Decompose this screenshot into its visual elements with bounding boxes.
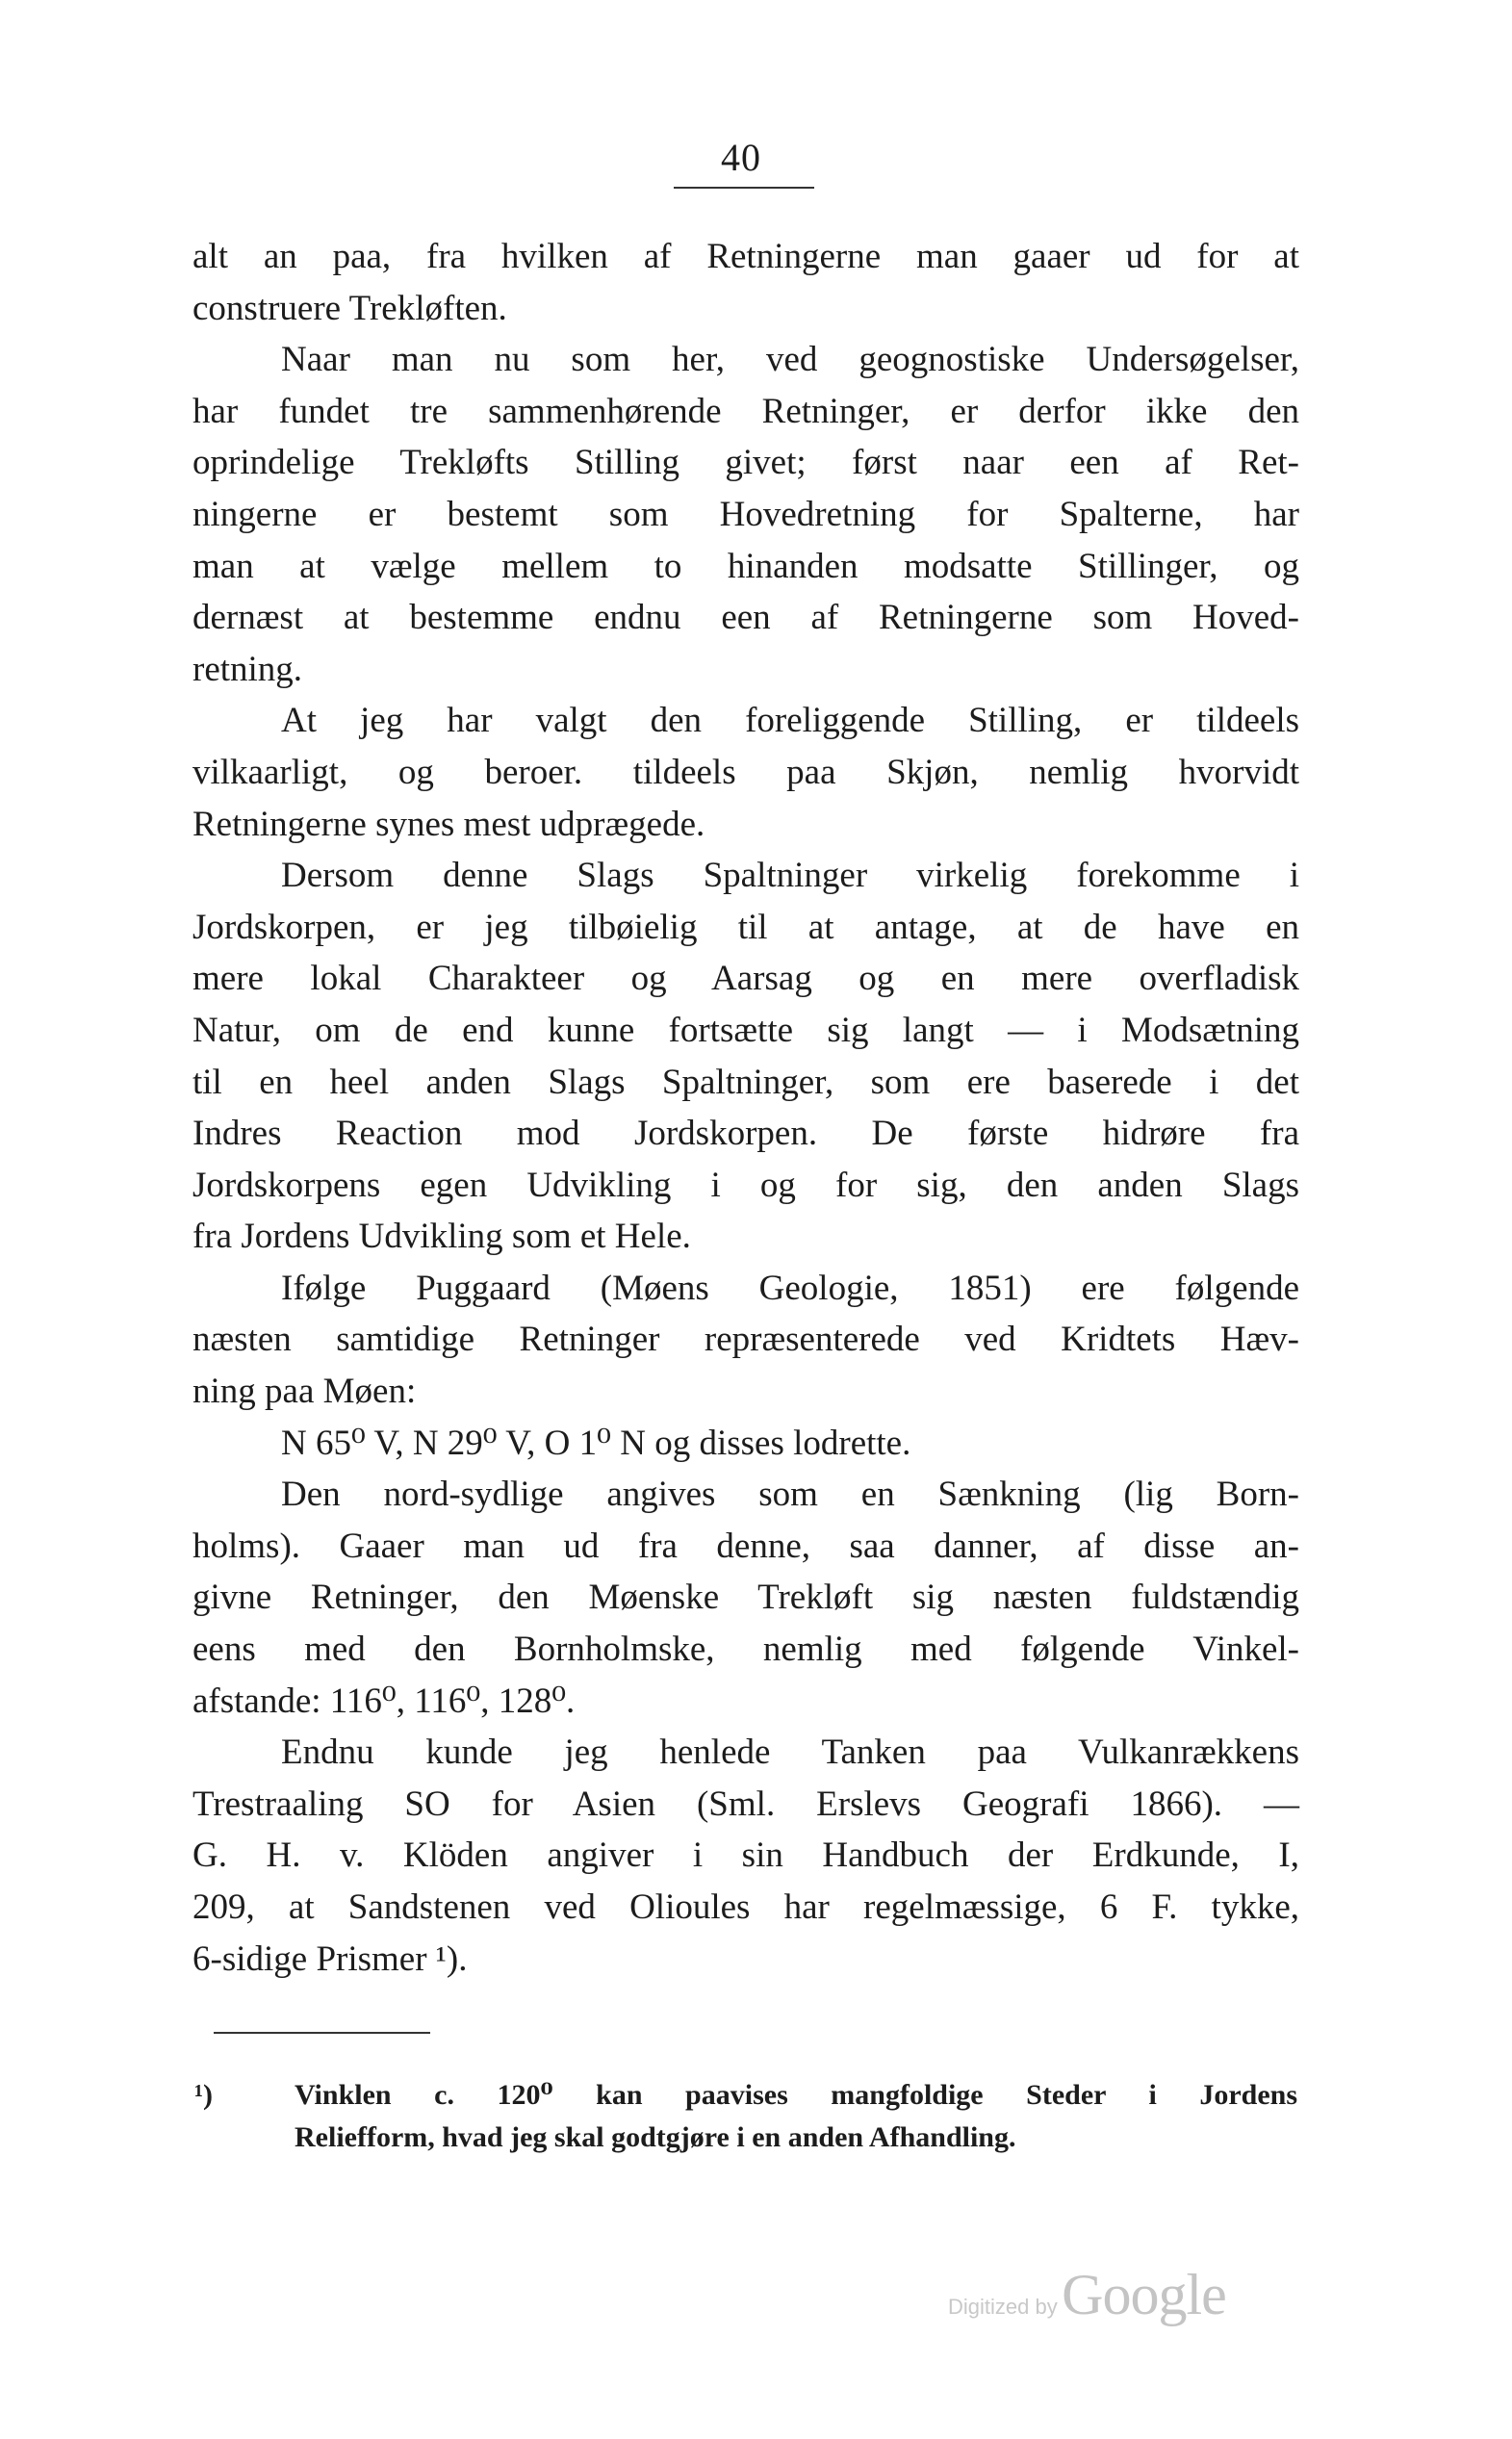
text-line: afstande: 116⁰, 116⁰, 128⁰. bbox=[192, 1681, 576, 1721]
text-line: Ifølge Puggaard (Møens Geologie, 1851) ere følgende bbox=[281, 1268, 1299, 1308]
text-line: ningerne er bestemt som Hovedretning for Spalterne, har bbox=[192, 494, 1299, 534]
digitized-watermark bbox=[948, 2262, 1226, 2328]
text-line: Jordskorpen, er jeg tilbøielig til at antage, at de have en bbox=[192, 907, 1299, 947]
watermark-prefix: Digitized by bbox=[948, 2295, 1058, 2319]
footnotes bbox=[194, 2074, 1297, 2159]
text-line: 6-sidige Prismer ¹). bbox=[192, 1938, 468, 1979]
text-line: til en heel anden Slags Spaltninger, som ere baserede i det bbox=[192, 1062, 1299, 1102]
text-line: ning paa Møen: bbox=[192, 1372, 417, 1412]
text-line: holms). Gaaer man ud fra denne, saa danner, af disse an- bbox=[192, 1526, 1299, 1566]
text-line: construere Trekløften. bbox=[192, 288, 507, 328]
text-line: eens med den Bornholmske, nemlig med følgende Vinkel- bbox=[192, 1630, 1299, 1670]
text-line: givne Retninger, den Møenske Trekløft sig næsten fuldstændig bbox=[192, 1578, 1299, 1618]
text-line: næsten samtidige Retninger repræsenterede ved Kridtets Hæv- bbox=[192, 1320, 1299, 1360]
text-line: dernæst at bestemme endnu een af Retningerne som Hoved- bbox=[192, 598, 1299, 638]
body-text bbox=[192, 231, 1299, 1985]
text-line: Trestraaling SO for Asien (Sml. Erslevs Geografi 1866). — bbox=[192, 1784, 1299, 1824]
text-line: Retningerne synes mest udprægede. bbox=[192, 804, 705, 844]
text-line: 209, at Sandstenen ved Olioules har regelmæssige, 6 F. tykke, bbox=[192, 1887, 1299, 1927]
text-line: Indres Reaction mod Jordskorpen. De første hidrøre fra bbox=[192, 1114, 1299, 1154]
text-line: Endnu kunde jeg henlede Tanken paa Vulkanrækkens bbox=[281, 1733, 1299, 1773]
text-line: man at vælge mellem to hinanden modsatte Stillinger, og bbox=[192, 546, 1299, 586]
google-logo: Google bbox=[1062, 2263, 1226, 2326]
text-line: retning. bbox=[192, 649, 303, 689]
text-line: Natur, om de end kunne fortsætte sig langt — i Modsætning bbox=[192, 1010, 1299, 1050]
text-line: Naar man nu som her, ved geognostiske Undersøgelser, bbox=[281, 340, 1299, 380]
text-line: vilkaarligt, og beroer. tildeels paa Skjøn, nemlig hvorvidt bbox=[192, 752, 1299, 792]
text-line: Jordskorpens egen Udvikling i og for sig, den anden Slags bbox=[192, 1165, 1299, 1205]
page-number: 40 bbox=[721, 136, 761, 179]
footnote-separator bbox=[214, 2032, 430, 2034]
text-line: Den nord-sydlige angives som en Sænkning (lig Born- bbox=[281, 1475, 1299, 1515]
text-line: Dersom denne Slags Spaltninger virkelig forekomme i bbox=[281, 856, 1299, 896]
footnote-marker: ¹) bbox=[194, 2079, 213, 2111]
text-line: At jeg har valgt den foreliggende Stilling, er tildeels bbox=[281, 701, 1299, 741]
footnote-line: Reliefform, hvad jeg skal godtgjøre i en anden Afhandling. bbox=[295, 2121, 1016, 2153]
footnote-text-1: Vinklen c. 120⁰ kan paavises mangfoldige Steder i Jordens bbox=[295, 2079, 1297, 2111]
page-number-underline bbox=[674, 187, 814, 189]
text-line: alt an paa, fra hvilken af Retningerne man gaaer ud for at bbox=[192, 237, 1299, 276]
text-line: oprindelige Trekløfts Stilling givet; først naar een af Ret- bbox=[192, 443, 1299, 483]
text-line: har fundet tre sammenhørende Retninger, er derfor ikke den bbox=[192, 391, 1299, 431]
text-line: fra Jordens Udvikling som et Hele. bbox=[192, 1217, 691, 1257]
text-line: N 65⁰ V, N 29⁰ V, O 1⁰ N og disses lodrette. bbox=[281, 1423, 911, 1463]
text-line: G. H. v. Klöden angiver i sin Handbuch der Erdkunde, I, bbox=[192, 1836, 1299, 1876]
text-line: mere lokal Charakteer og Aarsag og en mere overfladisk bbox=[192, 959, 1299, 999]
footnote-line bbox=[194, 2074, 1297, 2117]
